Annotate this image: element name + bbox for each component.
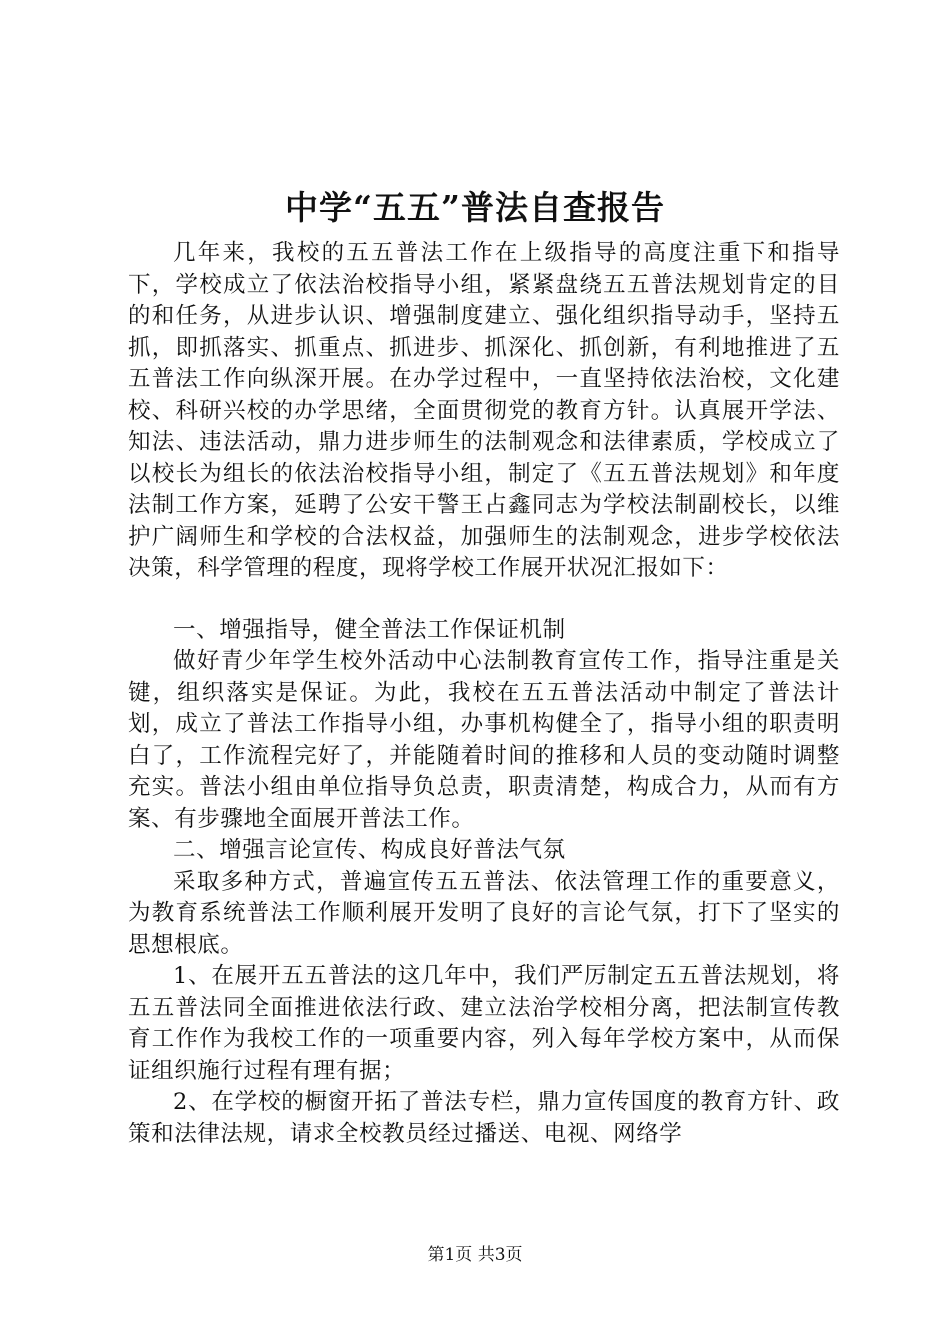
page-footer: 第1页 共3页 [427,1245,523,1265]
document-title: 中学“五五”普法自查报告 [285,188,665,227]
section-heading-2: 二、增强言论宣传、构成良好普法气氛 [173,837,566,863]
numbered-item-2: 2、在学校的橱窗开拓了普法专栏，鼎力宣传国度的教育方针、政策和法律法规，请求全校教员经过播送、电视、网络学 [128,1089,840,1147]
intro-paragraph: 几年来，我校的五五普法工作在上级指导的高度注重下和指导下，学校成立了依法治校指导小组，紧紧盘绕五五普法规划肯定的目的和任务，从进步认识、增强制度建立、强化组织指导动手，坚持五抓，即抓落实、抓重点、抓进步、抓深化、抓创新，有利地推进了五五普法工作向纵深开展。在办学过程中，一直坚持依法治校，文化建校、科研兴校的办学思绪，全面贯彻党的教育方针。认真展开学法、知法、违法活动，鼎力进步师生的法制观念和法律素质，学校成立了以校长为组长的依法治校指导小组，制定了《五五普法规划》和年度法制工作方案，延聘了公安干警王占鑫同志为学校法制副校长，以维护广阔师生和学校的合法权益，加强师生的法制观念，进步学校依法决策，科学管理的程度，现将学校工作展开状况汇报如下： [128,240,840,581]
numbered-item-1: 1、在展开五五普法的这几年中，我们严厉制定五五普法规划，将五五普法同全面推进依法行政、建立法治学校相分离，把法制宣传教育工作作为我校工作的一项重要内容，列入每年学校方案中，从而保证组织施行过程有理有据； [128,963,840,1084]
section-1-paragraph: 做好青少年学生校外活动中心法制教育宣传工作，指导注重是关键，组织落实是保证。为此，我校在五五普法活动中制定了普法计划，成立了普法工作指导小组，办事机构健全了，指导小组的职责明白了，工作流程完好了，并能随着时间的推移和人员的变动随时调整充实。普法小组由单位指导负总责，职责清楚，构成合力，从而有方案、有步骤地全面展开普法工作。 [128,648,840,832]
section-2-paragraph: 采取多种方式，普遍宣传五五普法、依法管理工作的重要意义，为教育系统普法工作顺利展开发明了良好的言论气氛，打下了坚实的思想根底。 [128,868,840,958]
section-heading-1: 一、增强指导，健全普法工作保证机制 [173,616,566,643]
document-body [128,238,840,1150]
